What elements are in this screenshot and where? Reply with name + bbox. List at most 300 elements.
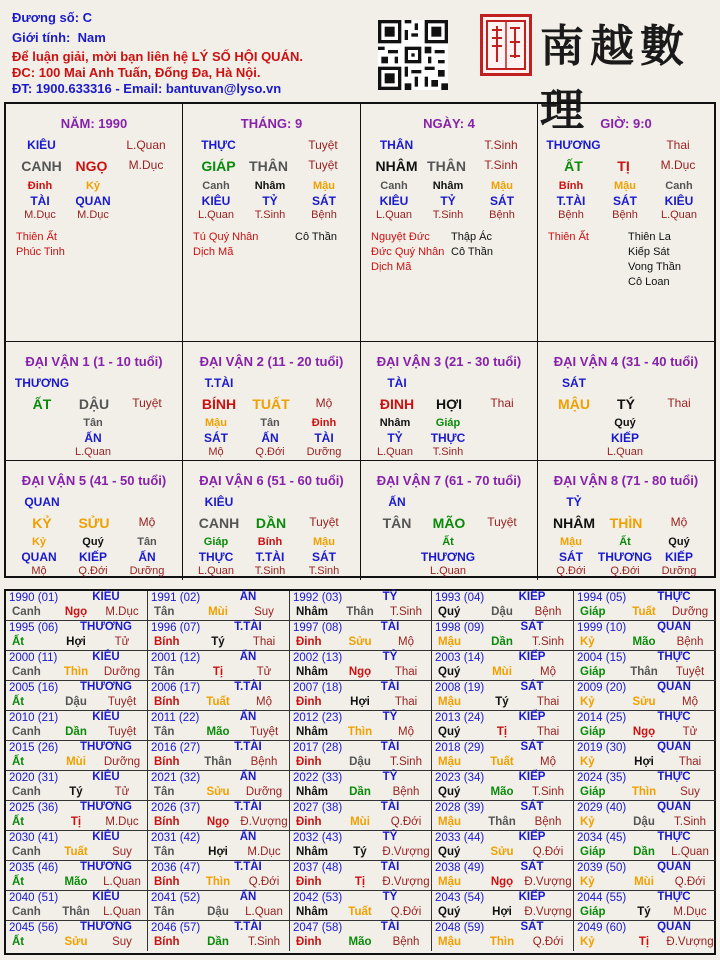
year-label: 2048 (59): [435, 922, 485, 934]
dai-van-state: Mộ: [138, 515, 156, 529]
year-state: Tuyệt: [107, 726, 137, 738]
year-label: 2012 (23): [293, 712, 343, 724]
year-stem: Tân: [154, 726, 175, 738]
pillar-heavenly-stem: CANH: [21, 158, 62, 174]
year-state: Mộ: [540, 756, 556, 768]
year-stem: Nhâm: [296, 666, 328, 678]
hidden-stem-star: KIÊU: [379, 194, 409, 208]
year-label: 2036 (47): [151, 862, 201, 874]
hidden-stem-state: T.Sinh: [432, 209, 464, 221]
year-cell: [148, 651, 290, 681]
year-star: THỰC: [657, 591, 691, 603]
hidden-stem-state: L.Quan: [74, 446, 112, 458]
hidden-stem: Nhâm: [432, 180, 464, 192]
hidden-stem: Giáp: [435, 417, 461, 429]
hidden-stem-star: SÁT: [490, 194, 514, 208]
year-label: 2005 (16): [9, 682, 59, 694]
year-cell: [148, 921, 290, 951]
year-cell: [6, 771, 148, 801]
year-cell: [290, 591, 432, 621]
hidden-stem-star: ẤN: [138, 550, 156, 564]
dai-van-title: ĐẠI VẬN 4 (31 - 40 tuổi): [553, 354, 699, 369]
hidden-stem: Mậu: [205, 417, 227, 429]
qr-code-icon: [378, 20, 448, 90]
year-star: ẤN: [239, 831, 257, 843]
year-label: 2015 (26): [9, 742, 59, 754]
dai-van-branch: SỬU: [78, 515, 110, 531]
year-branch: Sửu: [206, 786, 230, 798]
year-star: THƯƠNG: [80, 681, 132, 693]
year-star: ẤN: [239, 591, 257, 603]
dai-van-state: Tuyệt: [132, 396, 162, 410]
year-star: TÀI: [380, 621, 400, 633]
year-state: Q.Đới: [532, 846, 564, 858]
year-state: Dưỡng: [103, 666, 141, 678]
address-line: ĐC: 100 Mai Anh Tuấn, Đống Đa, Hà Nội.: [12, 65, 261, 80]
year-branch: Sửu: [632, 696, 656, 708]
year-branch: Mão: [632, 636, 656, 648]
year-stem: Bính: [154, 756, 180, 768]
dai-van-star: THƯƠNG: [14, 376, 70, 390]
hidden-stem-state: T.Sinh: [254, 565, 286, 577]
year-state: Tuyệt: [107, 696, 137, 708]
year-stem: Ất: [12, 936, 25, 948]
year-stem: Canh: [12, 606, 41, 618]
pillar-star-state: T.Sinh: [484, 138, 518, 152]
hidden-stem-star: QUAN: [75, 194, 111, 208]
year-state: Đ.Vượng: [240, 816, 288, 828]
year-state: Thai: [678, 756, 702, 768]
year-cell: [574, 741, 716, 771]
year-stem: Giáp: [580, 666, 606, 678]
year-label: 2003 (14): [435, 652, 485, 664]
year-stem: Ất: [12, 696, 25, 708]
year-state: Bệnh: [392, 936, 420, 948]
year-stem: Ất: [12, 876, 25, 888]
hidden-stem: Tân: [137, 536, 157, 548]
year-state: Đ.Vượng: [524, 906, 572, 918]
year-star: ẤN: [239, 771, 257, 783]
hidden-stem-state: L.Quan: [197, 565, 235, 577]
year-state: Q.Đới: [674, 876, 706, 888]
auxiliary-star: Thiên La: [628, 231, 671, 243]
year-stem: Giáp: [580, 846, 606, 858]
year-stem: Đinh: [296, 696, 322, 708]
year-star: TỶ: [382, 711, 398, 723]
hidden-stem-state: L.Quan: [429, 565, 467, 577]
pillar-star-state: Tuyệt: [308, 138, 338, 152]
year-state: Đ.Vượng: [666, 936, 714, 948]
hidden-stem-state: Dưỡng: [129, 565, 165, 577]
year-stem: Đinh: [296, 816, 322, 828]
hidden-stem-star: KIẾP: [610, 431, 639, 445]
year-star: QUAN: [657, 861, 691, 873]
year-branch: Tuất: [490, 756, 514, 768]
auxiliary-star: Cô Thần: [451, 246, 493, 258]
hidden-stem-state: L.Quan: [197, 209, 235, 221]
year-cell: [432, 651, 574, 681]
auxiliary-star: Phúc Tinh: [16, 246, 65, 258]
hidden-stem: Canh: [202, 180, 230, 192]
hidden-stem: Quý: [668, 536, 690, 548]
year-state: Tuyệt: [249, 726, 279, 738]
year-state: Dưỡng: [103, 756, 141, 768]
dai-van-state: Mộ: [670, 515, 688, 529]
dai-van-branch: DẦN: [255, 515, 287, 531]
year-state: Q.Đới: [532, 936, 564, 948]
year-branch: Mùi: [66, 756, 86, 768]
year-label: 1994 (05): [577, 592, 627, 604]
year-cell: [6, 891, 148, 921]
hidden-stem: Nhâm: [379, 417, 411, 429]
hidden-stem: Đinh: [27, 180, 53, 192]
year-label: 1999 (10): [577, 622, 627, 634]
year-state: Tử: [256, 666, 272, 678]
year-branch: Thìn: [489, 936, 515, 948]
year-state: Q.Đới: [390, 816, 422, 828]
year-branch: Dần: [207, 936, 229, 948]
year-state: L.Quan: [103, 906, 141, 918]
year-label: 1997 (08): [293, 622, 343, 634]
year-cell: [148, 681, 290, 711]
year-star: TÀI: [380, 801, 400, 813]
pillar-earthly-branch: NGỌ: [75, 158, 108, 174]
hidden-stem-star: TÀI: [314, 431, 334, 445]
year-star: THƯƠNG: [80, 621, 132, 633]
year-stem: Nhâm: [296, 726, 328, 738]
year-label: 2041 (52): [151, 892, 201, 904]
hidden-stem-star: T.TÀI: [556, 194, 586, 208]
gender: [12, 30, 106, 45]
hidden-stem-state: Dưỡng: [306, 446, 342, 458]
year-star: TỶ: [382, 891, 398, 903]
year-label: 2043 (54): [435, 892, 485, 904]
year-cell: [6, 591, 148, 621]
hidden-stem-star: T.TÀI: [255, 550, 285, 564]
year-cell: [574, 861, 716, 891]
hidden-stem: Canh: [665, 180, 693, 192]
hidden-stem-star: QUAN: [21, 550, 57, 564]
year-star: TỶ: [382, 771, 398, 783]
year-label: 1995 (06): [9, 622, 59, 634]
year-state: T.Sinh: [248, 936, 280, 948]
year-label: 2022 (33): [293, 772, 343, 784]
year-cell: [148, 591, 290, 621]
year-branch: Hợi: [492, 906, 512, 918]
year-label: 2001 (12): [151, 652, 201, 664]
year-branch: Mùi: [492, 666, 512, 678]
year-branch: Dần: [65, 726, 87, 738]
year-branch: Mão: [64, 876, 88, 888]
year-branch: Tý: [495, 696, 509, 708]
year-star: THƯƠNG: [80, 741, 132, 753]
dai-van-title: ĐẠI VẬN 6 (51 - 60 tuổi): [199, 473, 344, 488]
year-stem: Nhâm: [296, 786, 328, 798]
year-branch: Thìn: [347, 726, 373, 738]
dai-van-star: TÀI: [387, 376, 407, 390]
year-star: KIẾP: [518, 771, 546, 783]
year-state: Mộ: [256, 696, 272, 708]
annual-luck-table: [4, 589, 716, 955]
dai-van-state: Mộ: [315, 396, 333, 410]
year-label: 1996 (07): [151, 622, 201, 634]
year-branch: Hợi: [350, 696, 370, 708]
hidden-stem-state: Mộ: [31, 565, 47, 577]
auxiliary-star: Thiên Ất: [16, 231, 57, 243]
year-cell: [290, 801, 432, 831]
year-stem: Giáp: [580, 906, 606, 918]
hidden-stem: Mậu: [491, 180, 513, 192]
year-star: ẤN: [239, 651, 257, 663]
year-label: 2008 (19): [435, 682, 485, 694]
year-label: 1991 (02): [151, 592, 201, 604]
hidden-stem-state: Mộ: [208, 446, 224, 458]
hidden-stem-star: ẤN: [84, 431, 102, 445]
dai-van-star: ẤN: [388, 495, 406, 509]
year-star: QUAN: [657, 681, 691, 693]
hidden-stem-star: KIẾP: [664, 550, 693, 564]
year-branch: Thân: [204, 756, 232, 768]
pillar-star: THƯƠNG: [546, 138, 601, 152]
hidden-stem-state: Dưỡng: [661, 565, 697, 577]
dai-van-title: ĐẠI VẬN 3 (21 - 30 tuổi): [376, 354, 522, 369]
dai-van-state: Tuyệt: [309, 515, 339, 529]
year-star: T.TÀI: [234, 681, 262, 693]
hidden-stem-star: KIẾP: [78, 550, 107, 564]
hidden-stem: Quý: [82, 536, 104, 548]
year-stem: Mậu: [438, 636, 461, 648]
year-stem: Tân: [154, 846, 175, 858]
year-state: L.Quan: [103, 876, 141, 888]
seal-stamp-icon: [480, 14, 532, 76]
year-state: Mộ: [398, 636, 414, 648]
year-label: 1990 (01): [9, 592, 59, 604]
year-star: QUAN: [657, 621, 691, 633]
year-stem: Bính: [154, 936, 180, 948]
year-label: 1993 (04): [435, 592, 485, 604]
dai-van-state: Thai: [490, 396, 514, 410]
year-state: L.Quan: [245, 906, 283, 918]
year-label: 2023 (34): [435, 772, 485, 784]
year-branch: Thân: [62, 906, 90, 918]
year-cell: [6, 831, 148, 861]
year-star: THƯƠNG: [80, 861, 132, 873]
year-stem: Canh: [12, 846, 41, 858]
year-state: Suy: [254, 606, 274, 618]
year-stem: Canh: [12, 786, 41, 798]
hidden-stem: Bính: [257, 536, 283, 548]
bazi-chart: [4, 102, 716, 578]
year-stem: Giáp: [580, 726, 606, 738]
dai-van-star: QUAN: [24, 495, 60, 509]
year-label: 2039 (50): [577, 862, 627, 874]
hidden-stem: Ất: [619, 536, 631, 548]
year-star: QUAN: [657, 741, 691, 753]
year-state: Mộ: [682, 696, 698, 708]
year-cell: [574, 711, 716, 741]
year-stem: Đinh: [296, 876, 322, 888]
pillar-4: [538, 104, 714, 342]
dai-van-stem: KỶ: [32, 515, 52, 531]
year-cell: [432, 711, 574, 741]
hidden-stem-star: ẤN: [261, 431, 279, 445]
year-branch: Sửu: [490, 846, 514, 858]
year-branch: Tị: [354, 876, 366, 888]
year-label: 2029 (40): [577, 802, 627, 814]
year-branch: Ngọ: [632, 726, 656, 738]
hidden-stem-state: Bệnh: [558, 209, 584, 221]
dai-van-stem: NHÂM: [553, 515, 595, 531]
year-star: TÀI: [380, 861, 400, 873]
year-label: 2035 (46): [9, 862, 59, 874]
year-state: Tử: [682, 726, 698, 738]
pillar-title: NGÀY: 4: [423, 116, 475, 131]
year-cell: [6, 861, 148, 891]
auxiliary-star: Nguyệt Đức: [371, 231, 430, 243]
year-branch: Thìn: [631, 786, 657, 798]
dai-van-8: [538, 461, 714, 580]
auxiliary-star: Vong Thần: [628, 261, 682, 273]
hidden-stem-state: T.Sinh: [254, 209, 286, 221]
dai-van-stem: MẬU: [558, 396, 590, 412]
year-state: Dưỡng: [671, 606, 709, 618]
dai-van-branch: HỢI: [436, 396, 462, 412]
year-star: QUAN: [657, 801, 691, 813]
year-star: KIÊU: [92, 891, 120, 903]
year-stem: Mậu: [438, 876, 461, 888]
hidden-stem-state: Bệnh: [489, 209, 515, 221]
dai-van-star: KIÊU: [204, 495, 234, 509]
year-stem: Tân: [154, 666, 175, 678]
auxiliary-star: Kiếp Sát: [628, 246, 670, 258]
year-star: THƯƠNG: [80, 801, 132, 813]
year-cell: [290, 831, 432, 861]
hidden-stem: Bính: [558, 180, 584, 192]
year-cell: [290, 711, 432, 741]
year-stem: Giáp: [580, 606, 606, 618]
dai-van-5: [6, 461, 183, 580]
pillar-2: [183, 104, 361, 342]
year-label: 2021 (32): [151, 772, 201, 784]
hidden-stem: Kỷ: [31, 536, 47, 548]
year-star: SÁT: [520, 621, 544, 633]
year-label: 2031 (42): [151, 832, 201, 844]
year-star: ẤN: [239, 711, 257, 723]
year-branch: Tị: [496, 726, 508, 738]
year-star: KIẾP: [518, 651, 546, 663]
auxiliary-star: Thiên Ất: [548, 231, 589, 243]
year-state: Thai: [536, 726, 560, 738]
dai-van-title: ĐẠI VẬN 8 (71 - 80 tuổi): [553, 473, 699, 488]
hidden-stem-state: T.Sinh: [432, 446, 464, 458]
contact-line: Để luận giải, mời bạn liên hệ LÝ SỐ HỘI QUÁN.: [12, 49, 303, 64]
dai-van-branch: THÌN: [609, 515, 643, 531]
year-stem: Nhâm: [296, 846, 328, 858]
year-state: M.Dục: [673, 906, 707, 918]
year-branch: Hợi: [66, 636, 86, 648]
year-state: Bệnh: [250, 756, 278, 768]
year-branch: Dần: [349, 786, 371, 798]
year-state: Bệnh: [534, 606, 562, 618]
dai-van-star: TỶ: [566, 495, 582, 509]
year-star: THỰC: [657, 831, 691, 843]
year-branch: Tuất: [206, 696, 230, 708]
year-state: M.Dục: [105, 816, 139, 828]
year-branch: Tuất: [348, 906, 372, 918]
year-stem: Kỷ: [580, 876, 595, 888]
pillar-title: GIỜ: 9:0: [600, 116, 652, 131]
dai-van-branch: MÃO: [432, 515, 466, 531]
dai-van-stem: CANH: [198, 515, 240, 531]
hidden-stem-star: SÁT: [312, 194, 336, 208]
year-stem: Tân: [154, 906, 175, 918]
year-branch: Tuất: [632, 606, 656, 618]
year-label: 2047 (58): [293, 922, 343, 934]
year-cell: [432, 831, 574, 861]
dai-van-2: [183, 342, 361, 461]
year-state: Tử: [114, 786, 130, 798]
dai-van-stem: ĐINH: [379, 396, 415, 412]
year-star: QUAN: [657, 921, 691, 933]
year-state: Đ.Vượng: [382, 846, 430, 858]
year-cell: [574, 891, 716, 921]
year-star: TÀI: [380, 921, 400, 933]
year-state: M.Dục: [105, 606, 139, 618]
year-state: Q.Đới: [248, 876, 280, 888]
year-branch: Thân: [346, 606, 374, 618]
dai-van-4: [538, 342, 714, 461]
year-label: 2045 (56): [9, 922, 59, 934]
year-cell: [290, 681, 432, 711]
year-cell: [432, 861, 574, 891]
year-cell: [6, 741, 148, 771]
dai-van-star: SÁT: [562, 376, 586, 390]
year-branch: Tý: [637, 906, 651, 918]
year-state: Tử: [114, 636, 130, 648]
hidden-stem: Mậu: [313, 180, 335, 192]
hidden-stem-state: L.Quan: [606, 446, 644, 458]
year-cell: [432, 741, 574, 771]
year-label: 2049 (60): [577, 922, 627, 934]
dai-van-title: ĐẠI VẬN 5 (41 - 50 tuổi): [21, 473, 167, 488]
owner-name: Đương số: C: [12, 10, 93, 25]
year-stem: Quý: [438, 606, 461, 618]
auxiliary-star: Cô Loan: [628, 276, 670, 288]
year-state: T.Sinh: [532, 786, 564, 798]
dai-van-star: T.TÀI: [204, 376, 234, 390]
year-stem: Ất: [12, 756, 25, 768]
dai-van-title: ĐẠI VẬN 1 (1 - 10 tuổi): [25, 354, 163, 369]
hidden-stem: Ất: [442, 536, 454, 548]
year-branch: Ngọ: [490, 876, 514, 888]
dai-van-stem: BÍNH: [201, 396, 237, 412]
hidden-stem: Mậu: [614, 180, 636, 192]
year-label: 2040 (51): [9, 892, 59, 904]
year-branch: Mão: [206, 726, 230, 738]
year-state: Thai: [252, 636, 276, 648]
year-label: 2020 (31): [9, 772, 59, 784]
dai-van-title: ĐẠI VẬN 2 (11 - 20 tuổi): [199, 354, 344, 369]
year-star: KIẾP: [518, 891, 546, 903]
year-star: TỶ: [382, 831, 398, 843]
year-stem: Kỷ: [580, 696, 595, 708]
year-cell: [432, 921, 574, 951]
year-stem: Đinh: [296, 936, 322, 948]
year-stem: Bính: [154, 816, 180, 828]
year-star: SÁT: [520, 921, 544, 933]
hidden-stem-state: Q.Đới: [255, 446, 285, 458]
hidden-stem-star: THƯƠNG: [597, 550, 653, 564]
